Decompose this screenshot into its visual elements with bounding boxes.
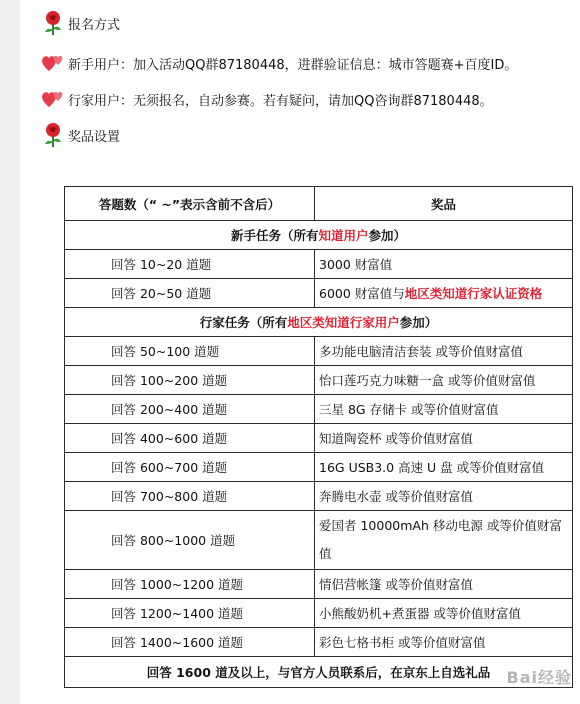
table-footer-row (65, 657, 573, 688)
prize-cell: 彩色七格书柜 或等价值财富值 (315, 628, 573, 657)
rose-icon (40, 10, 66, 36)
section-newbie-row (65, 221, 573, 250)
answer-range: 回答 50~100 道题 (65, 337, 315, 366)
prize-cell: 小熊酸奶机+煮蛋器 或等价值财富值 (315, 599, 573, 628)
answer-range: 回答 100~200 道题 (65, 366, 315, 395)
hearts-icon (40, 50, 66, 76)
newbie-signup-line (40, 50, 517, 76)
signup-heading-line (40, 10, 120, 36)
prize-cell: 怡口莲巧克力味糖一盒 或等价值财富值 (315, 366, 573, 395)
prize-cell: 16G USB3.0 高速 U 盘 或等价值财富值 (315, 453, 573, 482)
answer-range: 回答 400~600 道题 (65, 424, 315, 453)
answer-range: 回答 200~400 道题 (65, 395, 315, 424)
table-row (65, 424, 573, 453)
answer-range: 回答 10~20 道题 (65, 250, 315, 279)
header-answer-count: 答题数（“ ~”表示含前不含后） (65, 187, 315, 221)
prize-cell: 爱国者 10000mAh 移动电源 或等价值财富值 (315, 511, 573, 570)
table-header-row (65, 187, 573, 221)
prize-heading-line (40, 122, 120, 148)
footer-text: 回答 1600 道及以上，与官方人员联系后，在京东上自选礼品 (65, 657, 573, 688)
table-row (65, 599, 573, 628)
expert-signup-text: 行家用户：无须报名，自动参赛。若有疑问，请加QQ咨询群87180448。 (68, 93, 493, 109)
watermark: Bai经验 (506, 668, 572, 687)
prize-cell: 知道陶瓷杯 或等价值财富值 (315, 424, 573, 453)
prize-cell: 三星 8G 存储卡 或等价值财富值 (315, 395, 573, 424)
answer-range: 回答 1400~1600 道题 (65, 628, 315, 657)
signup-heading: 报名方式 (68, 17, 121, 33)
header-prize: 奖品 (315, 187, 573, 221)
section-newbie-title: 新手任务（所有知道用户参加） (65, 221, 573, 250)
table-row (65, 279, 573, 308)
answer-range: 回答 700~800 道题 (65, 482, 315, 511)
answer-range: 回答 800~1000 道题 (65, 511, 315, 570)
table-row (65, 250, 573, 279)
prize-heading: 奖品设置 (68, 129, 121, 145)
prize-cell: 3000 财富值 (315, 250, 573, 279)
prize-cell: 6000 财富值与地区类知道行家认证资格 (315, 279, 573, 308)
prize-cell: 情侣营帐篷 或等价值财富值 (315, 570, 573, 599)
table-row (65, 337, 573, 366)
prize-cell: 多功能电脑清洁套装 或等价值财富值 (315, 337, 573, 366)
expert-signup-line (40, 86, 493, 112)
table-row (65, 570, 573, 599)
table-row (65, 482, 573, 511)
answer-range: 回答 1000~1200 道题 (65, 570, 315, 599)
section-expert-title: 行家任务（所有地区类知道行家用户参加） (65, 308, 573, 337)
answer-range: 回答 1200~1400 道题 (65, 599, 315, 628)
newbie-signup-text: 新手用户：加入活动QQ群87180448，进群验证信息：城市答题赛+百度ID。 (68, 57, 518, 73)
answer-range: 回答 20~50 道题 (65, 279, 315, 308)
rose-icon (40, 122, 66, 148)
prize-table (64, 186, 573, 688)
table-row (65, 511, 573, 570)
hearts-icon (40, 86, 66, 112)
section-expert-row (65, 308, 573, 337)
answer-range: 回答 600~700 道题 (65, 453, 315, 482)
table-row (65, 395, 573, 424)
prize-cell: 奔腾电水壶 或等价值财富值 (315, 482, 573, 511)
table-row (65, 628, 573, 657)
table-row (65, 453, 573, 482)
table-row (65, 366, 573, 395)
left-border-strip (0, 0, 20, 704)
